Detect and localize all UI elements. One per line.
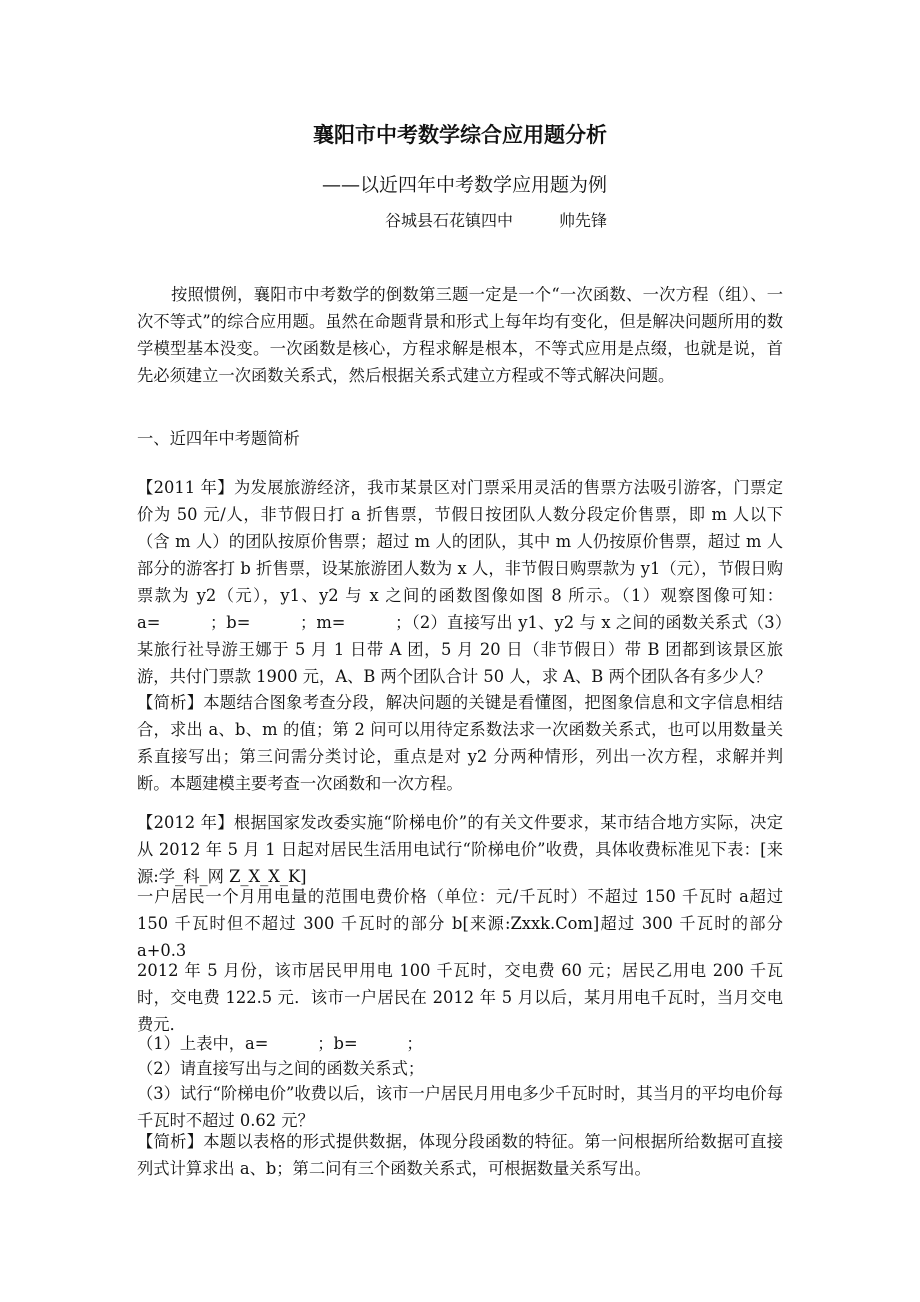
analysis-2012-text: 本题以表格的形式提供数据，体现分段函数的特征。第一问根据所给数据可直接列式计算求出 a、b；第二问有三个函数关系式，可根据数量关系写出。	[137, 1132, 783, 1178]
page-title: 襄阳市中考数学综合应用题分析	[313, 123, 607, 147]
page-subtitle: ——以近四年中考数学应用题为例	[322, 174, 608, 196]
subquestion-2: （2）请直接写出与之间的函数关系式；	[137, 1059, 425, 1078]
subquestion-1: （1）上表中，a= ；b= ；	[137, 1034, 423, 1053]
analysis-tag-2011: 【简析】	[137, 693, 204, 712]
author-school: 谷城县石花镇四中	[385, 211, 514, 230]
question-2012-text: 根据国家发改委实施“阶梯电价”的有关文件要求，某市结合地方实际，决定从 2012 年 5 月 1 日起对居民生活用电试行“阶梯电价”收费，具体收费标准见下表：[来源:学_科_网 Z_X_X_K]	[137, 813, 783, 886]
document-page	[137, 0, 783, 1302]
question-2011	[137, 474, 783, 690]
subquestion-3: （3）试行“阶梯电价”收费以后，该市一户居民月用电多少千瓦时时，其当月的平均电价每千瓦时不超过 0.62 元？	[137, 1084, 783, 1130]
analysis-2012	[137, 1128, 783, 1182]
year-tag-2012: 【2012 年】	[137, 813, 234, 832]
table-text-2012: 一户居民一个月用电量的范围电费价格（单位：元/千瓦时）不超过 150 千瓦时 a超过 150 千瓦时但不超过 300 千瓦时的部分 b[来源:Zxxk.Com]超过 300 千瓦时的部分 a+0.3	[137, 887, 783, 960]
year-tag-2011: 【2011 年】	[137, 478, 234, 497]
condition-2012: 2012 年 5 月份，该市居民甲用电 100 千瓦时，交电费 60 元；居民乙用电 200 千瓦时，交电费 122.5 元．该市一户居民在 2012 年 5 月以后，某月用电千瓦时，当月交电费元．	[137, 961, 783, 1034]
section-heading: 一、近四年中考题简析	[137, 429, 300, 448]
question-2011-text: 为发展旅游经济，我市某景区对门票采用灵活的售票方法吸引游客，门票定价为 50 元/人，非节假日打 a 折售票，节假日按团队人数分段定价售票，即 m 人以下（含 m 人）的团队按原价售票；超过 m 人的团队，其中 m 人仍按原价售票，超过 m 人部分的游客打 b 折售票，设某旅游团人数为 x 人，非节假日购票款为 y1（元），节假日购票款为 y2（元），y1、y2 与 x 之间的函数图像如图 8 所示。（1）观察图像可知：a= ；b= ；m= ；（2）直接写出 y1、y2 与 x 之间的函数关系式（3）某旅行社导游王娜于 5 月 1 日带 A 团，5 月 20 日（非节假日）带 B 团都到该景区旅游，共付门票款 1900 元，A、B 两个团队合计 50 人，求 A、B 两个团队各有多少人？	[137, 478, 783, 686]
intro-paragraph: 按照惯例，襄阳市中考数学的倒数第三题一定是一个“一次函数、一次方程（组）、一次不等式”的综合应用题。虽然在命题背景和形式上每年均有变化，但是解决问题所用的数学模型基本没变。一次函数是核心，方程求解是根本，不等式应用是点缀，也就是说，首先必须建立一次函数关系式，然后根据关系式建立方程或不等式解决问题。	[137, 285, 783, 385]
analysis-tag-2012: 【简析】	[137, 1132, 204, 1151]
analysis-2011	[137, 689, 783, 797]
analysis-2011-text: 本题结合图象考查分段，解决问题的关键是看懂图，把图象信息和文字信息相结合，求出 a、b、m 的值；第 2 问可以用待定系数法求一次函数关系式，也可以用数量关系直接写出；第三问需分类讨论，重点是对 y2 分两种情形，列出一次方程，求解并判断。本题建模主要考查一次函数和一次方程。	[137, 693, 783, 793]
author-line	[385, 208, 783, 234]
author-name: 帅先锋	[559, 211, 608, 230]
question-2012	[137, 809, 783, 890]
